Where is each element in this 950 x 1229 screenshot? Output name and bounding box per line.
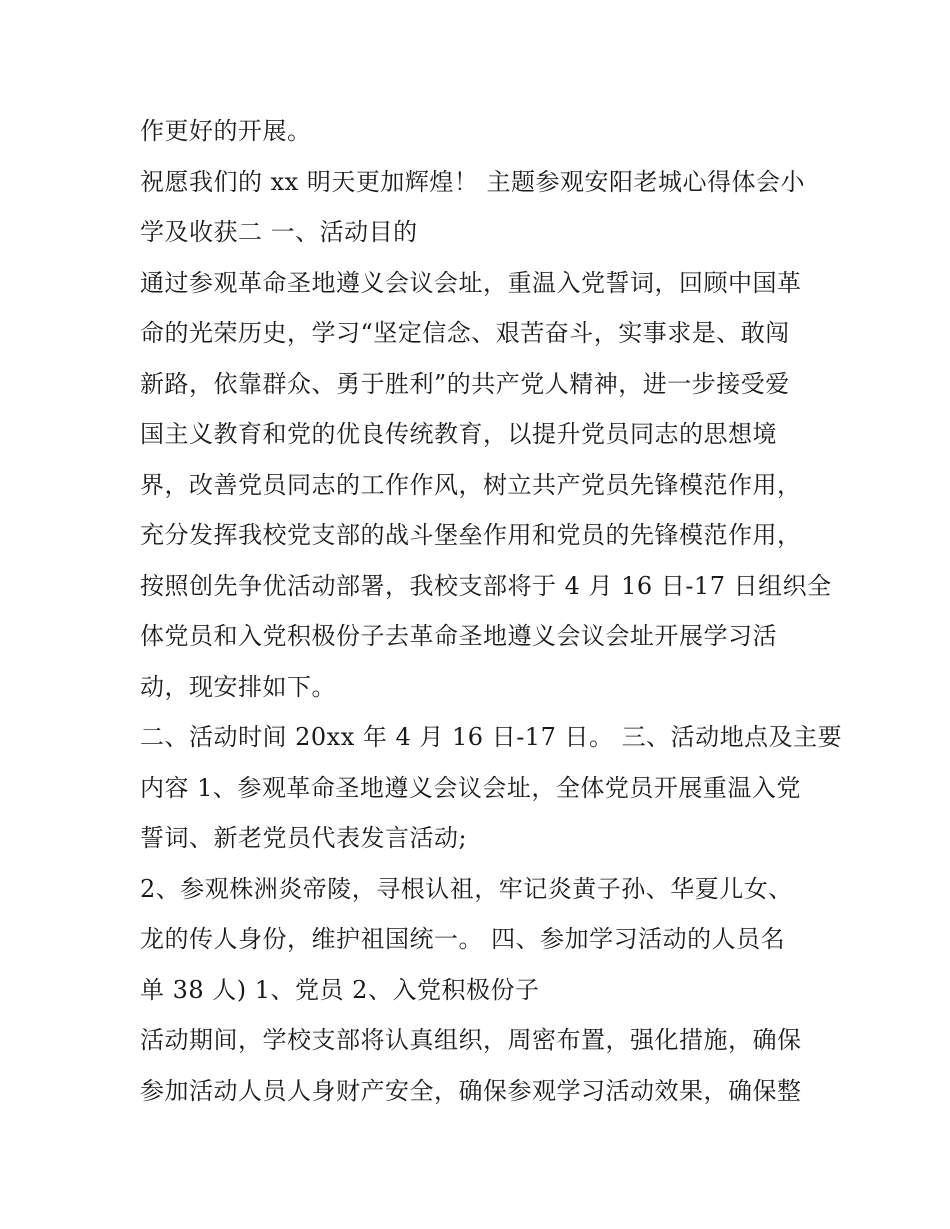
text-line: 充分发挥我校党支部的战斗堡垒作用和党员的先锋模范作用， [140, 521, 802, 549]
text-line: 动，现安排如下。 [140, 672, 336, 701]
text-line: 誓词、新老党员代表发言活动; [140, 824, 468, 852]
text-line: 二、活动时间 20xx 年 4 月 16 日-17 日。 三、活动地点及主要 [140, 723, 843, 751]
text-line: 按照创先争优活动部署，我校支部将于 4 月 16 日-17 日组织全 [140, 571, 832, 600]
text-line: 内容 1、参观革命圣地遵义会议会址，全体党员开展重温入党 [140, 773, 801, 802]
text-line: 龙的传人身份，维护祖国统一。 四、参加学习活动的人员名 [140, 925, 786, 953]
text-line: 命的光荣历史，学习“坚定信念、艰苦奋斗，实事求是、敢闯 [140, 319, 790, 347]
body-text [140, 106, 843, 1116]
text-line: 学及收获二 一、活动目的 [140, 218, 418, 246]
text-line: 单 38 人) 1、党员 2、入党积极份子 [140, 975, 540, 1004]
text-line: 通过参观革命圣地遵义会议会址，重温入党誓词，回顾中国革 [140, 268, 802, 297]
text-line: 作更好的开展。 [140, 117, 312, 145]
text-line: 活动期间，学校支部将认真组织，周密布置，强化措施，确保 [140, 1026, 802, 1054]
text-line: 体党员和入党积极份子去革命圣地遵义会议会址开展学习活 [140, 622, 777, 650]
text-line: 2、参观株洲炎帝陵，寻根认祖，牢记炎黄子孙、华夏儿女、 [140, 874, 793, 903]
text-line: 祝愿我们的 xx 明天更加辉煌！ 主题参观安阳老城心得体会小 [140, 167, 805, 196]
text-line: 界，改善党员同志的工作作风，树立共产党员先锋模范作用， [140, 470, 802, 499]
text-line: 国主义教育和党的优良传统教育，以提升党员同志的思想境 [140, 420, 777, 448]
text-line: 参加活动人员人身财产安全，确保参观学习活动效果，确保整 [140, 1076, 802, 1105]
text-line: 新路，依靠群众、勇于胜利”的共产党人精神，进一步接受爱 [140, 369, 790, 398]
